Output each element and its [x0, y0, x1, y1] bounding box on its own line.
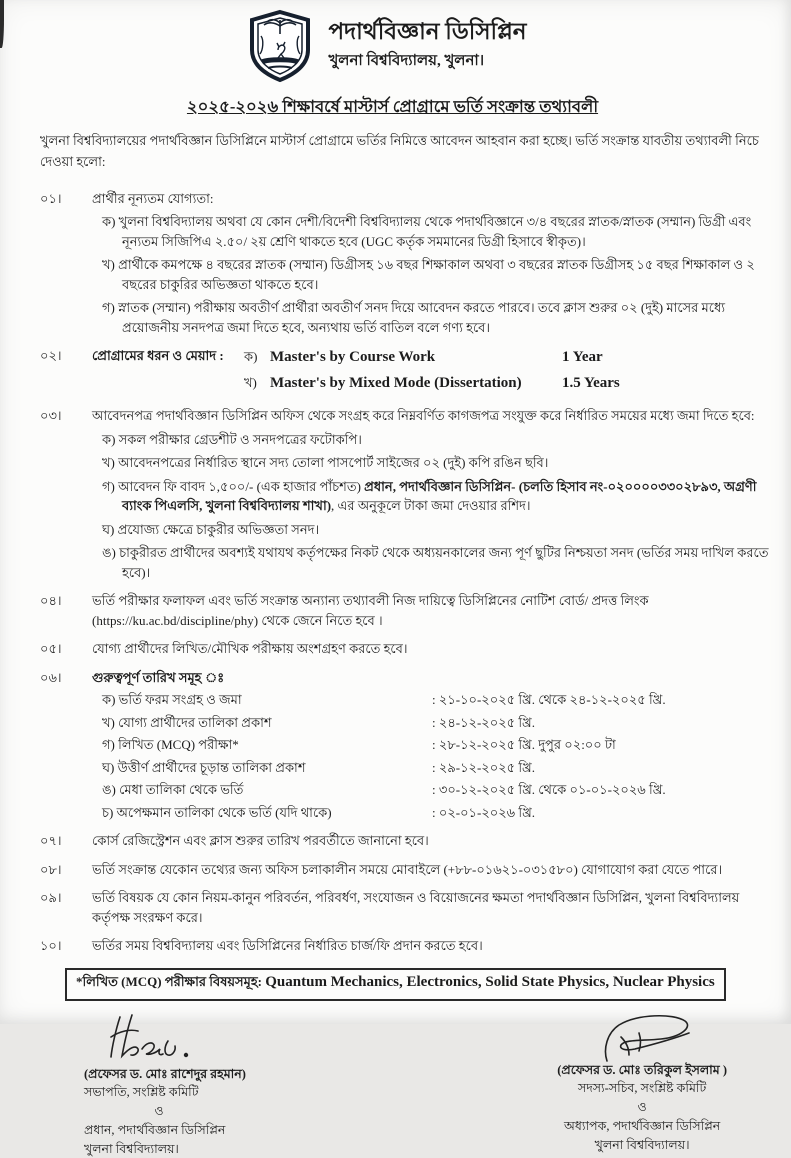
section-09-number: ০৯।: [40, 890, 62, 906]
program-row: [244, 346, 771, 369]
program-name: Master's by Course Work: [270, 349, 436, 366]
mcq-subjects-list: Quantum Mechanics, Electronics, Solid State Physics, Nuclear Physics: [265, 973, 715, 990]
section-02: [40, 346, 775, 397]
signatory-and: ও: [637, 1100, 647, 1115]
intro-paragraph: খুলনা বিশ্ববিদ্যালয়ের পদার্থবিজ্ঞান ডিসিপ্লিনে মাস্টার্স প্রোগ্রামে ভর্তির নিমিত্তে আবেদন আহবান করা হচ্ছে। ভর্তি সংক্রান্ত যাবতীয় তথ্যাবলী নিচে দেওয়া হলো:: [40, 133, 759, 169]
document-header: [40, 10, 735, 82]
section-03-item-c: [92, 477, 771, 516]
section-04: [40, 591, 775, 630]
signature-block-left: [80, 1011, 246, 1158]
signature-area: [40, 1009, 775, 1158]
section-02-number: ০২।: [40, 348, 62, 364]
section-01-item-c: গ) স্নাতক (সম্মান) পরীক্ষায় অবতীর্ণ প্রার্থীরা অবতীর্ণ সনদ দিয়ে আবেদন করতে পারবে। তবে ক্লাস শুরুর ০২ (দুই) মাসের মধ্যে প্রয়োজনীয় সনদপত্র জমা দিতে হবে, অন্যথায় ভর্তি বাতিল বলে গণ্য হবে।: [102, 300, 726, 335]
section-10-number: ১০।: [40, 938, 62, 954]
date-row: [92, 780, 771, 800]
university-name: খুলনা বিশ্ববিদ্যালয়, খুলনা।: [328, 52, 485, 69]
program-table: [244, 346, 771, 397]
section-05-text: যোগ্য প্রার্থীদের লিখিত/মৌখিক পরীক্ষায় অংশগ্রহণ করতে হবে।: [92, 641, 408, 657]
signature-handwriting-icon: [102, 1011, 194, 1063]
section-02-heading: প্রোগ্রামের ধরন ও মেয়াদ :: [92, 348, 224, 364]
date-row: [92, 735, 771, 755]
section-10: [40, 936, 775, 956]
section-01-number: ০১।: [40, 190, 62, 206]
signatory-name: (প্রফেসর ড. মোঃ রাশেদুর রহমান): [84, 1066, 246, 1081]
program-row-label: খ): [244, 374, 257, 390]
signatory-university: খুলনা বিশ্ববিদ্যালয়।: [84, 1141, 179, 1156]
section-01-item-a: ক) খুলনা বিশ্ববিদ্যালয় অথবা যে কোন দেশী/বিদেশী বিশ্ববিদ্যালয় থেকে পদার্থবিজ্ঞানে ৩/৪ বছরের স্নাতক/স্নাতক (সম্মান) ডিগ্রী এবং নূন্যতম সিজিপিএ ২.৫০/ ২য় শ্রেণি থাকতে হবে (UGC কর্তৃক সমমানের ডিগ্রী হিসাবে স্বীকৃত)।: [102, 214, 752, 249]
discipline-title: পদার্থবিজ্ঞান ডিসিপ্লিন: [328, 19, 527, 45]
date-value: : ২৯-১২-২০২৫ খ্রি.: [432, 759, 535, 775]
program-row: [244, 372, 771, 395]
date-label: চ) অপেক্ষমান তালিকা থেকে ভর্তি (যদি থাকে): [102, 804, 332, 820]
signature-block-right: [557, 1011, 727, 1158]
signatory-name: (প্রফেসর ড. মোঃ তরিকুল ইসলাম ): [557, 1062, 727, 1077]
date-label: ঘ) উত্তীর্ণ প্রার্থীদের চূড়ান্ত তালিকা প্রকাশ: [102, 759, 306, 775]
date-label: খ) যোগ্য প্রার্থীদের তালিকা প্রকাশ: [102, 714, 272, 730]
section-06: [40, 668, 775, 823]
section-05: [40, 639, 775, 659]
date-value: : ০২-০১-২০২৬ খ্রি.: [432, 804, 536, 820]
section-03: [40, 406, 775, 582]
date-value: : ২৪-১২-২০২৫ খ্রি.: [432, 714, 535, 730]
program-duration: 1.5 Years: [562, 374, 620, 391]
date-value: : ৩০-১২-২০২৫ খ্রি. থেকে ০১-০১-২০২৬ খ্রি.: [432, 782, 666, 798]
notice-title: ২০২৫-২০২৬ শিক্ষাবর্ষে মাস্টার্স প্রোগ্রামে ভর্তি সংক্রান্ত তথ্যাবলী: [186, 97, 599, 116]
section-03-item-a: ক) সকল পরীক্ষার গ্রেডশীট ও সনদপত্রের ফটোকপি।: [102, 431, 362, 447]
date-row: [92, 803, 771, 823]
section-01-heading: প্রার্থীর নূন্যতম যোগ্যতা:: [92, 190, 214, 206]
date-row: [92, 713, 771, 733]
khulna-university-logo-icon: [248, 10, 312, 82]
date-row: [92, 758, 771, 778]
signatory-role2: অধ্যাপক, পদার্থবিজ্ঞান ডিসিপ্লিন: [564, 1118, 721, 1133]
date-label: ঙ) মেধা তালিকা থেকে ভর্তি: [102, 782, 244, 798]
signatory-and: ও: [154, 1104, 164, 1119]
fee-text-end: , এর অনুকূলে টাকা জমা দেওয়ার রশিদ।: [331, 498, 531, 514]
program-name: Master's by Mixed Mode (Dissertation): [270, 374, 522, 391]
section-09-text: ভর্তি বিষয়ক যে কোন নিয়ম-কানুন পরিবর্তন, পরিবর্ধণ, সংযোজন ও বিয়োজনের ক্ষমতা পদার্থবিজ্ঞান ডিসিপ্লিন, খুলনা বিশ্ববিদ্যালয় কর্তৃপক্ষ সংরক্ষণ করে।: [92, 890, 740, 925]
date-value: : ২৮-১২-২০২৫ খ্রি. দুপুর ০২:০০ টা: [432, 737, 616, 753]
mcq-subjects-box: [65, 968, 726, 1001]
mcq-note-prefix: *লিখিত (MCQ) পরীক্ষার বিষয়সমূহ:: [76, 973, 262, 989]
date-value: : ২১-১০-২০২৫ খ্রি. থেকে ২৪-১২-২০২৫ খ্রি.: [432, 692, 666, 708]
signature-handwriting-icon: [577, 1011, 707, 1067]
section-01: [40, 189, 775, 338]
section-04-number: ০৪।: [40, 593, 62, 609]
section-08: [40, 860, 775, 880]
signatory-role2: প্রধান, পদার্থবিজ্ঞান ডিসিপ্লিন: [84, 1122, 226, 1137]
section-06-number: ০৬।: [40, 669, 62, 685]
fee-text: গ) আবেদন ফি বাবদ ১,৫০০/- (এক হাজার পাঁচশত): [102, 478, 365, 494]
program-duration: 1 Year: [562, 349, 603, 366]
program-row-label: ক): [244, 349, 258, 365]
section-07: [40, 831, 775, 851]
section-10-text: ভর্তির সময় বিশ্ববিদ্যালয় এবং ডিসিপ্লিনের নির্ধারিত চার্জ/ফি প্রদান করতে হবে।: [92, 938, 483, 954]
section-05-number: ০৫।: [40, 641, 62, 657]
section-03-item-d: ঘ) প্রযোজ্য ক্ষেত্রে চাকুরীর অভিজ্ঞতা সনদ।: [102, 521, 320, 537]
section-08-text: ভর্তি সংক্রান্ত যেকোন তথ্যের জন্য অফিস চলাকালীন সময়ে মোবাইলে (+৮৮-০১৬২১-০৩১৫৮০) যোগাযোগ করা যেতে পারে।: [92, 861, 723, 877]
section-03-number: ০৩।: [40, 408, 62, 424]
date-label: গ) লিখিত (MCQ) পরীক্ষা*: [102, 737, 239, 753]
section-04-text: ভর্তি পরীক্ষার ফলাফল এবং ভর্তি সংক্রান্ত অন্যান্য তথ্যাবলী নিজ দায়িত্বে ডিসিপ্লিনের নোটিশ বোর্ড/ প্রদত্ত লিংক (https://ku.ac.bd/discipline/phy) থেকে জেনে নিতে হবে ।: [92, 593, 649, 628]
section-07-text: কোর্স রেজিস্ট্রেশন এবং ক্লাস শুরুর তারিখ পরবর্তীতে জানানো হবে।: [92, 833, 429, 849]
section-06-heading: গুরুত্বপূর্ণ তারিখ সমূহ ঃ: [92, 669, 225, 685]
bank-account-info: প্রধান, পদার্থবিজ্ঞান ডিসিপ্লিন- (চলতি হিসাব নং-০২০০০০৩৩০২৮৯৩, অগ্রণী ব্যাংক পিএলসি, খুলনা বিশ্ববিদ্যালয় শাখা): [122, 478, 757, 514]
section-03-item-e: ঙ) চাকুরীরত প্রার্থীদের অবশ্যই যথাযথ কর্তৃপক্ষের নিকট থেকে অধ্যয়নকালের জন্য পূর্ণ ছুটির নিশ্চয়তা সনদ (ভর্তির সময় দাখিল করতে হবে)।: [102, 545, 769, 580]
section-08-number: ০৮।: [40, 861, 62, 877]
signatory-university: খুলনা বিশ্ববিদ্যালয়।: [594, 1137, 690, 1152]
section-03-heading: আবেদনপত্র পদার্থবিজ্ঞান ডিসিপ্লিন অফিস থেকে সংগ্রহ করে নিম্নবর্ণিত কাগজপত্র সংযুক্ত করে নির্ধারিত সময়ের মধ্যে জমা দিতে হবে:: [92, 408, 755, 424]
section-01-item-b: খ) প্রার্থীকে কমপক্ষে ৪ বছরের স্নাতক (সম্মান) ডিগ্রীসহ ১৬ বছর শিক্ষাকাল অথবা ৩ বছরের স্নাতক ডিগ্রীসহ ১৫ বছর শিক্ষাকাল ও ২ বছরের চাকুরির অভিজ্ঞতা থাকতে হবে।: [102, 257, 755, 292]
section-09: [40, 888, 775, 927]
signatory-role: সভাপতি, সংশ্লিষ্ট কমিটি: [84, 1085, 199, 1100]
section-07-number: ০৭।: [40, 833, 62, 849]
date-label: ক) ভর্তি ফরম সংগ্রহ ও জমা: [102, 692, 242, 708]
date-row: [92, 690, 771, 710]
section-03-item-b: খ) আবেদনপত্রের নির্ধারিত স্থানে সদ্য তোলা পাসপোর্ট সাইজের ০২ (দুই) কপি রঙিন ছবি।: [102, 455, 549, 471]
signatory-role: সদস্য-সচিব, সংশ্লিষ্ট কমিটি: [577, 1081, 707, 1096]
